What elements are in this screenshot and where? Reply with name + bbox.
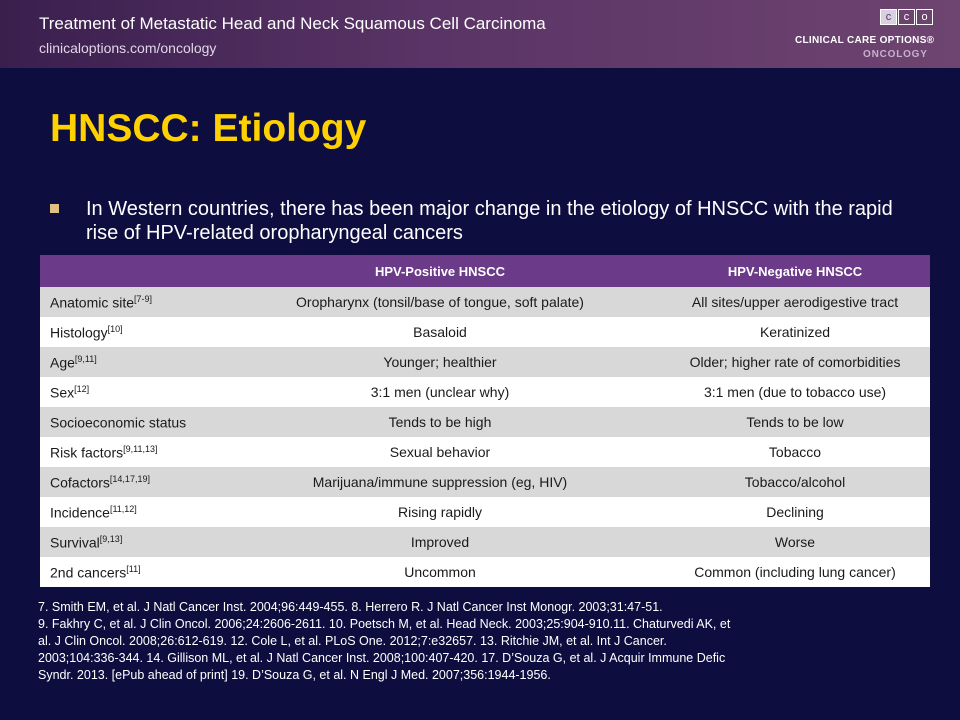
hpv-negative-cell: Common (including lung cancer) xyxy=(660,557,930,587)
table-header-hpv-negative: HPV-Negative HNSCC xyxy=(660,255,930,287)
hpv-negative-cell: Tobacco/alcohol xyxy=(660,467,930,497)
reference-line: 2003;104:336-344. 14. Gillison ML, et al. J Natl Cancer Inst. 2008;100:407-420. 17. D’Souza G, et al. J Acquir Immune Defic xyxy=(38,651,726,665)
row-citation: [9,11] xyxy=(74,353,97,364)
references xyxy=(38,599,928,684)
hpv-negative-cell: 3:1 men (due to tobacco use) xyxy=(660,377,930,407)
slide-title: HNSCC: Etiology xyxy=(50,107,367,150)
table-row xyxy=(40,377,930,407)
cco-logo-mark xyxy=(880,9,934,25)
logo-brand-name: CLINICAL CARE OPTIONS® xyxy=(795,35,935,46)
table-row xyxy=(40,437,930,467)
bullet-text: In Western countries, there has been major change in the etiology of HNSCC with the rapid rise of HPV-related oropharyngeal cancers xyxy=(86,198,893,244)
row-label-cell xyxy=(40,407,220,437)
row-label: Anatomic site xyxy=(50,294,135,311)
row-label: Cofactors xyxy=(50,474,110,491)
table-row xyxy=(40,467,930,497)
hpv-positive-cell: Tends to be high xyxy=(220,407,660,437)
table-header-hpv-positive: HPV-Positive HNSCC xyxy=(220,255,660,287)
header-bar xyxy=(0,0,960,68)
row-label-cell xyxy=(40,497,220,527)
row-label: Histology xyxy=(50,324,108,341)
row-label: Sex xyxy=(50,384,75,401)
hpv-positive-cell: Improved xyxy=(220,527,660,557)
row-citation: [11,12] xyxy=(109,503,137,514)
hpv-negative-cell: Worse xyxy=(660,527,930,557)
hpv-positive-cell: 3:1 men (unclear why) xyxy=(220,377,660,407)
source-url[interactable]: clinicaloptions.com/oncology xyxy=(39,40,217,56)
row-label-cell xyxy=(40,467,220,497)
table-header-blank xyxy=(40,255,220,287)
row-citation: [9,13] xyxy=(99,533,123,544)
hpv-negative-cell: Declining xyxy=(660,497,930,527)
logo-letter: c xyxy=(898,9,915,25)
row-label-cell xyxy=(40,287,220,317)
row-label-cell xyxy=(40,437,220,467)
hpv-positive-cell: Sexual behavior xyxy=(220,437,660,467)
reference-line: al. J Clin Oncol. 2008;26:612-619. 12. Cole L, et al. PLoS One. 2012;7:e32657. 13. Ritchie JM, et al. Int J Cancer. xyxy=(38,634,667,648)
table-row xyxy=(40,317,930,347)
table-row xyxy=(40,497,930,527)
row-citation: [11] xyxy=(126,563,141,574)
row-citation: [10] xyxy=(107,323,123,334)
presentation-title: Treatment of Metastatic Head and Neck Squamous Cell Carcinoma xyxy=(39,14,546,33)
row-label: Age xyxy=(50,354,75,371)
hpv-positive-cell: Uncommon xyxy=(220,557,660,587)
reference-line: 9. Fakhry C, et al. J Clin Oncol. 2006;24:2606-2611. 10. Poetsch M, et al. Head Neck. 2003;25:904-910.11. Chaturvedi AK, et xyxy=(38,617,731,631)
row-citation: [12] xyxy=(74,383,90,394)
hpv-positive-cell: Younger; healthier xyxy=(220,347,660,377)
hpv-positive-cell: Marijuana/immune suppression (eg, HIV) xyxy=(220,467,660,497)
row-citation: [7-9] xyxy=(134,293,153,304)
table-row xyxy=(40,287,930,317)
etiology-table xyxy=(40,255,930,587)
row-label-cell xyxy=(40,347,220,377)
row-citation: [9,11,13] xyxy=(123,443,158,454)
logo-letter: c xyxy=(880,9,897,25)
table-row xyxy=(40,407,930,437)
row-label: Incidence xyxy=(50,504,110,521)
row-label-cell xyxy=(40,557,220,587)
hpv-negative-cell: All sites/upper aerodigestive tract xyxy=(660,287,930,317)
hpv-positive-cell: Oropharynx (tonsil/base of tongue, soft palate) xyxy=(220,287,660,317)
hpv-negative-cell: Tobacco xyxy=(660,437,930,467)
reference-line: Syndr. 2013. [ePub ahead of print] 19. D’Souza G, et al. N Engl J Med. 2007;356:1944-1956. xyxy=(38,668,551,682)
hpv-positive-cell: Rising rapidly xyxy=(220,497,660,527)
hpv-negative-cell: Tends to be low xyxy=(660,407,930,437)
row-citation: [14,17,19] xyxy=(109,473,150,484)
row-label: Survival xyxy=(50,534,100,551)
hpv-negative-cell: Older; higher rate of comorbidities xyxy=(660,347,930,377)
row-label-cell xyxy=(40,317,220,347)
hpv-positive-cell: Basaloid xyxy=(220,317,660,347)
row-label: Socioeconomic status xyxy=(50,414,187,431)
row-label: 2nd cancers xyxy=(50,564,127,581)
logo-brand-sub: ONCOLOGY xyxy=(863,49,928,60)
row-label-cell xyxy=(40,377,220,407)
table-row xyxy=(40,557,930,587)
square-bullet-icon xyxy=(50,204,59,213)
table-header-row xyxy=(40,255,930,287)
table-row xyxy=(40,347,930,377)
reference-line: 7. Smith EM, et al. J Natl Cancer Inst. 2004;96:449-455. 8. Herrero R. J Natl Cancer Inst Monogr. 2003;31:47-51. xyxy=(38,600,663,614)
row-label-cell xyxy=(40,527,220,557)
table-row xyxy=(40,527,930,557)
hpv-negative-cell: Keratinized xyxy=(660,317,930,347)
row-label: Risk factors xyxy=(50,444,124,461)
logo-letter: o xyxy=(916,9,933,25)
